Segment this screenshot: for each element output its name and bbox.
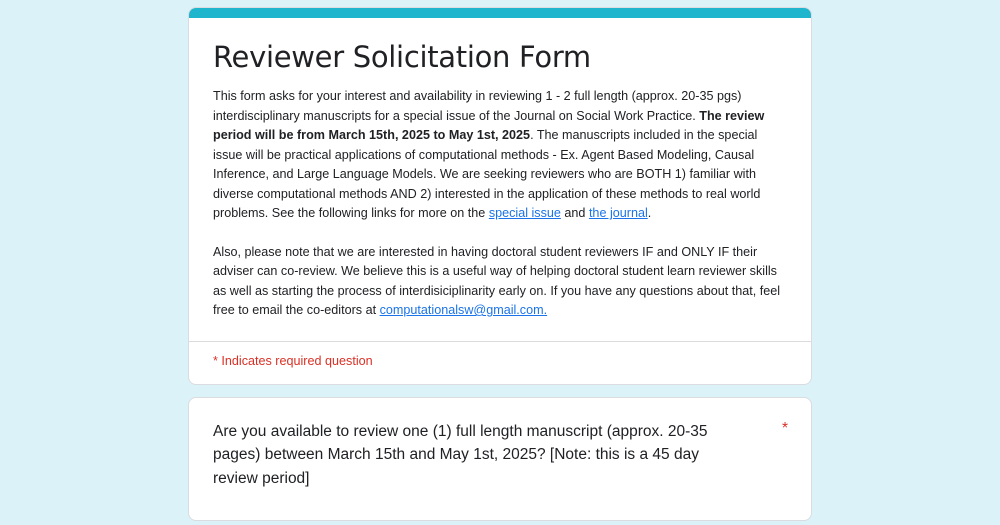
description-text: .	[647, 206, 652, 220]
required-asterisk: *	[781, 419, 788, 437]
description-text: . The manuscripts included in the special issue will be practical applications of computational methods - Ex. Agent Based Modeling, Causal Inference, and Large Language Models. We are seeking reviewers who are BOTH 1) familiar with diverse computational methods AND 2) interested in the application of these methods to real world problems. See the following links for more on the	[213, 128, 761, 220]
paragraph-spacer	[213, 224, 787, 243]
description-text: This form asks for your interest and availability in reviewing 1 - 2 full length (approx. 20-35 pgs) interdisciplinary manuscripts for a special issue of the Journal on Social Work Practice.	[213, 89, 742, 123]
form-description-paragraph-2	[213, 243, 787, 321]
review-period-bold-text: The review period will be from March 15th, 2025 to May 1st, 2025	[213, 108, 765, 142]
form-title: Reviewer Solicitation Form	[213, 40, 591, 74]
accent-bar	[189, 8, 811, 18]
question-title: Are you available to review one (1) full length manuscript (approx. 20-35 pages) between March 15th and May 1st, 2025? [Note: this is a 45 day review period]	[213, 422, 708, 487]
description-text: Also, please note that we are interested in having doctoral student reviewers IF and ONLY IF their adviser can co-review. We believe this is a useful way of helping doctoral student learn reviewer skills as well as starting the process of interdisiciplinarity early on. If you have any questions about that, feel free to email the co-editors at	[213, 244, 781, 317]
special-issue-link[interactable]: special issue	[488, 206, 561, 220]
form-header-body	[189, 18, 811, 341]
required-indicator-note: * Indicates required question	[189, 341, 811, 384]
form-container	[188, 7, 812, 521]
form-header-card	[188, 7, 812, 385]
question-card	[188, 397, 812, 522]
journal-link[interactable]: the journal	[588, 206, 648, 220]
description-text: and	[560, 206, 589, 220]
form-description-paragraph-1	[213, 87, 787, 224]
email-link[interactable]: computationalsw@gmail.com.	[379, 303, 548, 317]
